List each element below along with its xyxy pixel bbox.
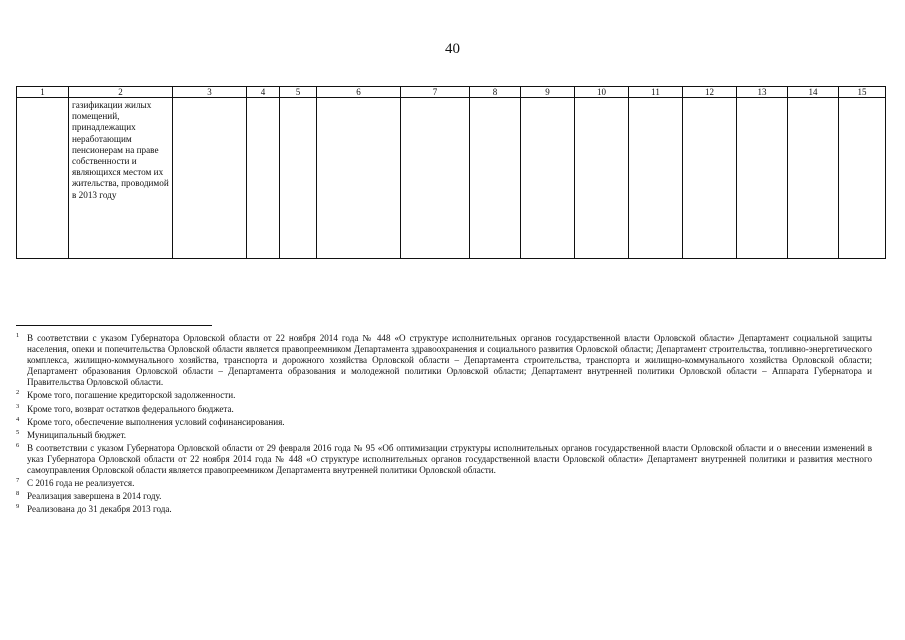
footnote-5 xyxy=(16,430,872,441)
table-cell xyxy=(683,98,737,259)
footnote-text: Реализация завершена в 2014 году. xyxy=(27,491,162,502)
table-cell xyxy=(17,98,69,259)
table-cell xyxy=(737,98,788,259)
footnote-4 xyxy=(16,417,872,428)
table-header-row xyxy=(17,87,886,98)
column-header: 6 xyxy=(317,87,401,98)
table-cell xyxy=(629,98,683,259)
footnote-mark: 1 xyxy=(16,332,20,339)
footnote-mark: 3 xyxy=(16,402,20,410)
footnote-mark: 2 xyxy=(16,389,20,397)
table-row xyxy=(17,98,886,259)
column-header: 14 xyxy=(788,87,839,98)
footnote-text: Кроме того, погашение кредиторской задолженности. xyxy=(27,390,236,401)
footnote-mark: 4 xyxy=(16,415,20,423)
column-header: 11 xyxy=(629,87,683,98)
footnote-text: С 2016 года не реализуется. xyxy=(27,478,135,489)
column-header: 9 xyxy=(521,87,575,98)
column-header: 8 xyxy=(470,87,521,98)
column-header: 4 xyxy=(247,87,280,98)
column-header: 13 xyxy=(737,87,788,98)
footnote-9 xyxy=(16,504,872,515)
data-table xyxy=(16,86,886,259)
column-header: 10 xyxy=(575,87,629,98)
table-cell xyxy=(247,98,280,259)
footnote-mark: 5 xyxy=(16,428,20,436)
footnote-2 xyxy=(16,390,872,401)
footnote-text: Кроме того, обеспечение выполнения условий софинансирования. xyxy=(27,416,285,427)
footnote-text: В соответствии с указом Губернатора Орловской области от 22 ноября 2014 года № 448 «О структуре исполнительных органов государственной власти Орловской области» Департамент социальной защиты населения, опеки и попечительства Орловской области является правопреемником Департамента здравоохранения и социального развития Орловской области; Департамент строительства, топливно-энергетического комплекса, жилищно-коммунального хозяйства, транспорта и дорожного хозяйства Орловской области – Департамента строительства, транспорта и жилищно-коммунального хозяйства Орловской области; Департамент образования Орловской области – Департамента образования и молодежной политики Орловской области; Департамент внутренней политики Орловской области – Аппарата Губернатора и Правительства Орловской области. xyxy=(27,333,872,388)
table-cell xyxy=(280,98,317,259)
column-header: 2 xyxy=(69,87,173,98)
table-cell xyxy=(839,98,886,259)
footnote-mark: 7 xyxy=(16,477,20,485)
column-header: 12 xyxy=(683,87,737,98)
footnote-7 xyxy=(16,478,872,489)
footnote-8 xyxy=(16,491,872,502)
column-header: 5 xyxy=(280,87,317,98)
row-description: газификации жилых помещений, принадлежащих неработающим пенсионерам на праве собственности и являющихся местом их жительства, проводимой в 2013 году xyxy=(72,100,169,200)
footnote-text: В соответствии с указом Губернатора Орловской области от 29 февраля 2016 года № 95 «Об оптимизации структуры исполнительных органов государственной власти Орловской области и о внесении изменений в указ Губернатора Орловской области от 22 ноября 2014 года № 448 «О структуре исполнительных органов государственной власти Орловской области» Департамент внутренней политики и развития местного самоуправления Орловской области является правопреемником Департамента внутренней политики Орловской области. xyxy=(27,442,872,476)
footnotes xyxy=(16,333,872,515)
footnote-6 xyxy=(16,443,872,476)
column-header: 3 xyxy=(173,87,247,98)
footnote-separator xyxy=(16,325,212,326)
table-cell xyxy=(575,98,629,259)
table-cell xyxy=(317,98,401,259)
footnote-3 xyxy=(16,404,872,415)
table-cell xyxy=(69,98,173,259)
table-cell xyxy=(173,98,247,259)
table-cell xyxy=(470,98,521,259)
footnote-mark: 6 xyxy=(16,441,20,449)
table-cell xyxy=(788,98,839,259)
column-header: 15 xyxy=(839,87,886,98)
footnote-1 xyxy=(16,333,872,388)
page-number: 40 xyxy=(445,41,460,57)
footnote-text: Реализована до 31 декабря 2013 года. xyxy=(27,504,172,515)
footnote-mark: 9 xyxy=(16,503,20,511)
column-header: 1 xyxy=(17,87,69,98)
footnote-text: Кроме того, возврат остатков федерального бюджета. xyxy=(27,403,234,414)
footnote-text: Муниципальный бюджет. xyxy=(27,429,127,440)
footnote-mark: 8 xyxy=(16,490,20,498)
column-header: 7 xyxy=(401,87,470,98)
table-cell xyxy=(401,98,470,259)
table-cell xyxy=(521,98,575,259)
